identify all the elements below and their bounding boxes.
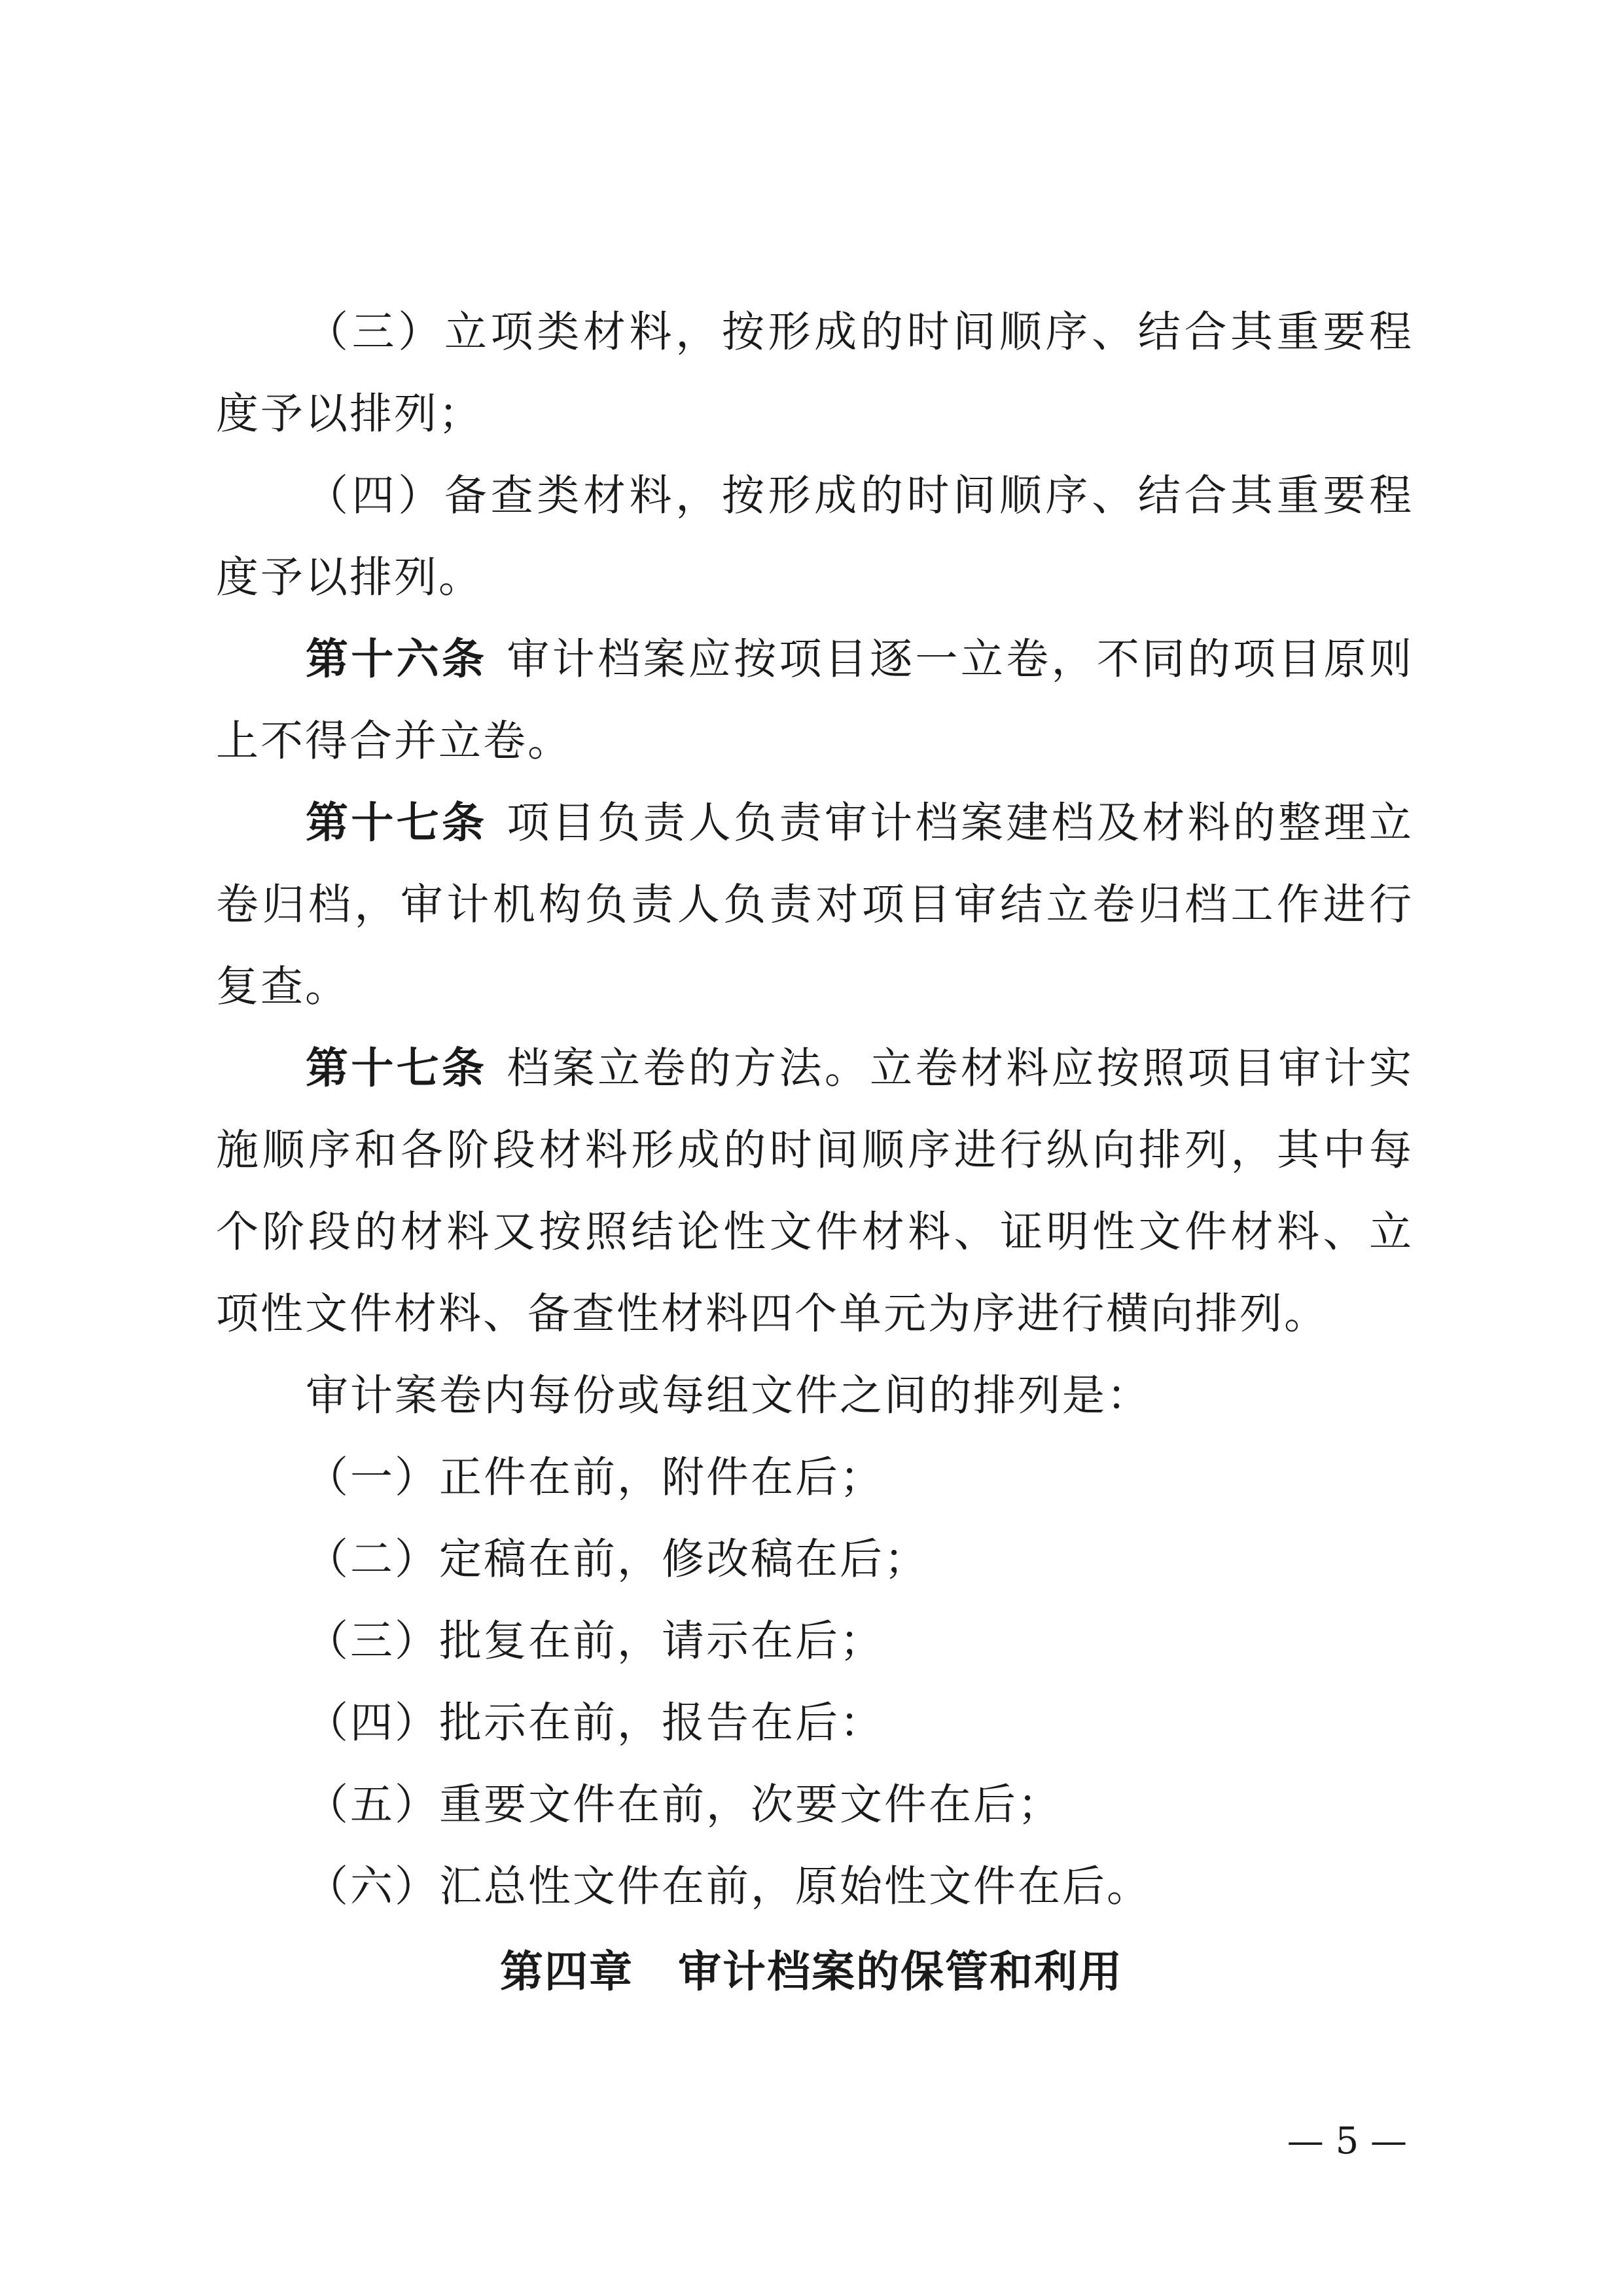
list-item [216,455,1414,619]
list-item [216,1764,1414,1846]
list-item [216,1518,1414,1600]
chapter-title: 第四章 审计档案的保管和利用 [500,1946,1123,1997]
list-item [216,1846,1414,1928]
list-item [216,1600,1414,1682]
paragraph-text: （六）汇总性文件在前，原始性文件在后。 [306,1862,1152,1911]
page-number: — 5 — [1287,2120,1407,2162]
paragraph-text: （三）批复在前，请示在后； [306,1617,885,1666]
list-item [216,1682,1414,1764]
list-intro [216,1355,1414,1437]
paragraph-text: 项目负责人负责审计档案建档及材料的整理立卷归档，审计机构负责人负责对项目审结立卷归档工作进行复查。 [216,798,1414,1011]
paragraph-text: 审计案卷内每份或每组文件之间的排列是： [306,1371,1152,1420]
article-paragraph [216,1028,1414,1355]
article-paragraph [216,782,1414,1028]
paragraph-text: （五）重要文件在前，次要文件在后； [306,1780,1063,1829]
paragraph-text: （二）定稿在前，修改稿在后； [306,1535,929,1584]
paragraph-text: （四）批示在前，报告在后： [306,1698,885,1748]
paragraph-text: 审计档案应按项目逐一立卷，不同的项目原则上不得合并立卷。 [216,635,1414,766]
body-text [216,291,1414,1928]
article-paragraph [216,619,1414,782]
paragraph-text: （一）正件在前，附件在后； [306,1453,885,1502]
article-number: 第十七条 [306,798,488,848]
article-number: 第十七条 [306,1044,488,1093]
paragraph-text: （三）立项类材料，按形成的时间顺序、结合其重要程度予以排列； [216,308,1414,439]
list-item [216,1437,1414,1518]
paragraph-text: 档案立卷的方法。立卷材料应按照项目审计实施顺序和各阶段材料形成的时间顺序进行纵向排列，其中每个阶段的材料又按照结论性文件材料、证明性文件材料、立项性文件材料、备查性材料四个单元为序进行横向排列。 [216,1044,1414,1338]
paragraph-text: （四）备查类材料，按形成的时间顺序、结合其重要程度予以排列。 [216,471,1414,602]
article-number: 第十六条 [306,635,488,684]
list-item [216,291,1414,455]
